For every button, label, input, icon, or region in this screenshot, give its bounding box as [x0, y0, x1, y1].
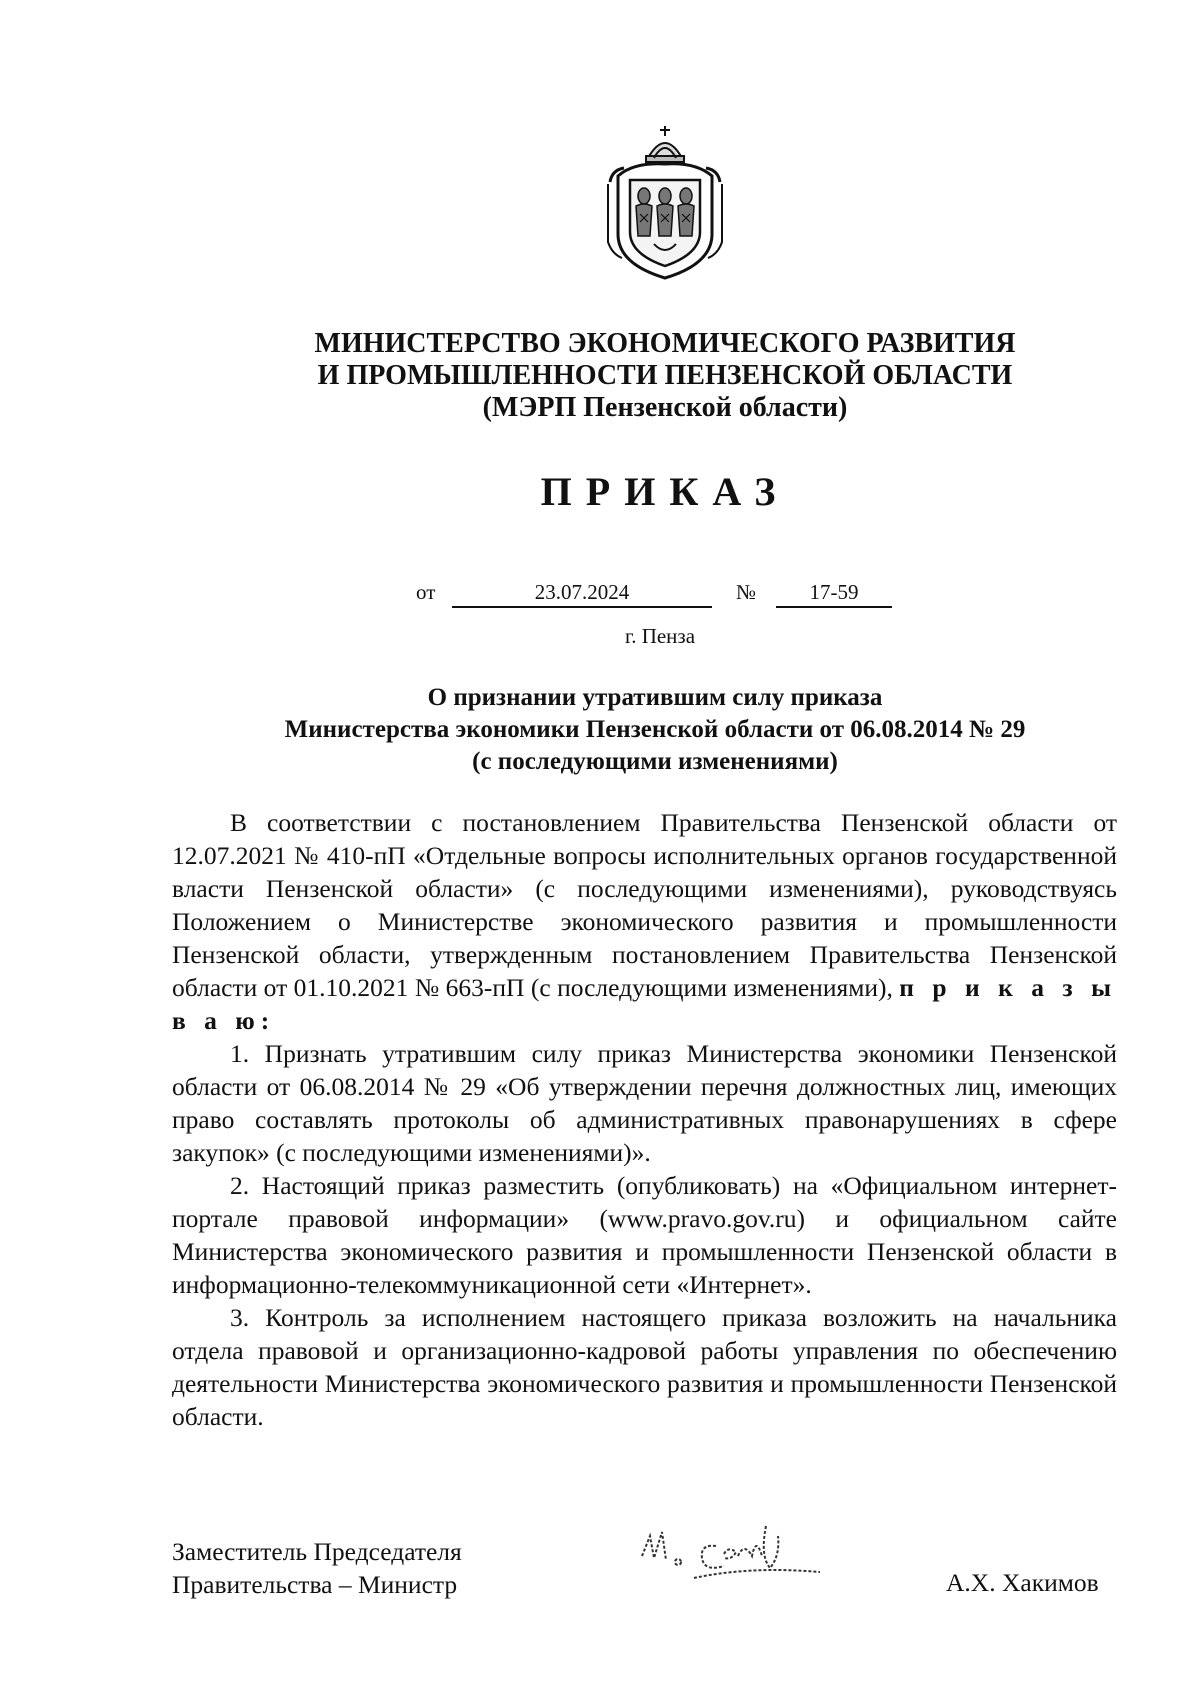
subject-line-1: О признании утратившим силу приказа — [427, 684, 883, 711]
document-body — [172, 806, 1117, 1433]
number-value: 17-59 — [776, 580, 892, 608]
item-3: 3. Контроль за исполнением настоящего приказа возложить на начальника отдела правовой и организационно-кадровой работы управления по обеспечению деятельности Министерства экономического развития и промышленности Пензенской области. — [172, 1303, 1117, 1431]
order-word: п р и к а з ы в а ю: — [172, 973, 1118, 1035]
document-subject — [0, 682, 1200, 778]
city: г. Пенза — [624, 624, 696, 648]
item-2: 2. Настоящий приказ разместить (опубликовать) на «Официальном интернет-портале правовой информации» (www.pravo.gov.ru) и официальном сайте Министерства экономического развития и промышленности Пензенской области в информационно-телекоммуникационной сети «Интернет». — [172, 1171, 1117, 1299]
organization-name — [0, 328, 1200, 424]
preamble-paragraph — [172, 806, 1117, 1037]
position-line-1: Заместитель Председателя — [172, 1537, 462, 1566]
signatory-position — [172, 1535, 462, 1601]
preamble-text: В соответствии с постановлением Правительства Пензенской области от 12.07.2021 № 410-пП «Отдельные вопросы исполнительных органов государственной власти Пензенской области» (с последующими изменениями), руководствуясь Положением о Министерстве экономического развития и промышленности Пензенской области, утвержденным постановлением Правительства Пензенской области от 01.10.2021 № 663-пП (с последующими изменениями), — [172, 808, 1117, 1002]
subject-line-3: (с последующими изменениями) — [472, 748, 838, 775]
date-label: от — [416, 580, 436, 604]
item-1: 1. Признать утратившим силу приказ Министерства экономики Пензенской области от 06.08.2014 № 29 «Об утверждении перечня должностных лиц, имеющих право составлять протоколы об административных правонарушениях в сфере закупок» (с последующими изменениями)». — [172, 1039, 1117, 1167]
number-label: № — [736, 580, 757, 604]
position-line-2: Правительства – Министр — [172, 1570, 458, 1599]
subject-line-2: Министерства экономики Пензенской области от 06.08.2014 № 29 — [284, 716, 1026, 743]
org-line-1: МИНИСТЕРСТВО ЭКОНОМИЧЕСКОГО РАЗВИТИЯ — [314, 328, 1016, 359]
org-short-name: (МЭРП Пензенской области) — [482, 392, 848, 423]
date-value: 23.07.2024 — [452, 580, 712, 608]
org-line-2: И ПРОМЫШЛЕННОСТИ ПЕНЗЕНСКОЙ ОБЛАСТИ — [317, 360, 1013, 391]
signatory-name: А.Х. Хакимов — [946, 1568, 1099, 1597]
document-type-title: ПРИКАЗ — [540, 469, 790, 514]
coat-of-arms-emblem — [604, 124, 726, 282]
handwritten-signature — [620, 1496, 880, 1606]
